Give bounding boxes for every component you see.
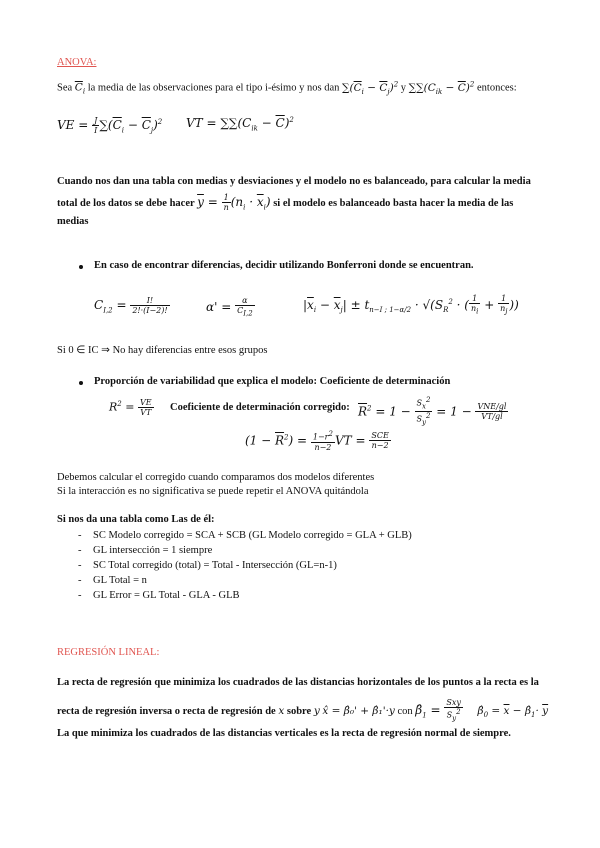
mean-symbol: $\overline{C}$ [74,81,83,94]
table-item: SC Total corregido (total) = Total - Intersección (GL=n-1) [93,560,337,571]
inverse-regression-formula: x̂ = β̂₀' + β̂₁'·y [322,705,395,718]
table-item-dash: - [78,590,82,601]
table-means-line3: medias [57,216,89,227]
ve-formula: VE = $\frac{J}{I}$ $\sum(\overline{C}_i - \overline{C}_j)^2$ [57,116,163,135]
r2-formula: $R^2$ = $\frac{VE}{VT}$ [109,398,152,417]
table-item: GL Error = GL Total - GLA - GLB [93,590,240,601]
r2-bullet: Proporción de variabilidad que explica el modelo: Coeficiente de determinación [94,376,451,387]
sum-means-formula: $\sum(\overline{C}_i - \overline{C}_j)^2$ [341,80,399,96]
var-y: y [313,705,320,718]
r2-third-formula: $(1 - \overline{R}^2)$ = $\frac{1-r^2}{n-2}$ VT = $\frac{\text{SCE}}{n-2}$ [245,430,389,452]
bullet-dot [79,265,83,269]
intro-desc: la media de las observaciones para el tipo i-ésimo y nos dan [87,82,340,94]
anova-title: ANOVA: [57,57,97,68]
table-item-dash: - [78,575,82,586]
bonferroni-c-formula: $C_{I,2}$ = $\frac{I!}{2!\cdot(I-2)!}$ [94,296,168,315]
var-x: x [278,705,285,718]
regression-line2 [57,698,548,723]
intro-y: y [400,82,407,94]
table-item-dash: - [78,530,82,541]
regression-line2a: recta de regresión inversa o recta de regresión de [57,706,276,718]
regression-line2b: sobre [286,706,312,718]
table-heading: Si nos da una tabla como Las de él: [57,514,215,525]
double-sum-formula: $\sum\sum(C_{ik} - \overline{C})^2$ [408,80,475,96]
table-item: GL Total = n [93,575,147,586]
regression-line2c: con [397,706,413,718]
regression-line1: La recta de regresión que minimiza los cuadrados de las distancias horizontales de los puntos a la recta es la [57,677,539,688]
table-means-line2a: total de los datos se debe hacer [57,198,195,209]
bonferroni-bullet: En caso de encontrar diferencias, decidir utilizando Bonferroni donde se encuentran. [94,260,474,271]
vt-formula: VT = $\sum\sum(C_{ik} - \overline{C})^2$ [186,116,294,133]
table-means-line2 [57,193,513,212]
ic-note: Si 0 ∈ IC ⇒ No hay diferencias entre esos grupos [57,345,268,356]
anova-intro-line: Sea $\overline{C}_i$ la media de las observaciones para el tipo i-ésimo y nos dan $\sum(\overline{C}_i - \overline{C}_j)^2$ y $\sum\sum(C_{ik} - \overline{C})^2$ entonces: [57,80,517,96]
regression-title: REGRESIÓN LINEAL: [57,647,160,658]
r2-adj-label: Coeficiente de determinación corregido: [170,402,350,413]
table-item: SC Modelo corregido = SCA + SCB (GL Modelo corregido = GLA + GLB) [93,530,412,541]
bonferroni-interval-formula: $|\overline{x}_i - \overline{x}_j| \pm t_{n-I ; 1-\alpha/2} \cdot √(S_R^2$ · ( $\frac{1}{n_i}$ + $\frac{1}{n_j}$ )) [303,294,519,316]
table-means-line2b: si el modelo es balanceado basta hacer la media de las [273,198,514,209]
regression-line3: La que minimiza los cuadrados de las distancias verticales es la recta de regresión normal de siempre. [57,728,511,739]
table-item-dash: - [78,545,82,556]
table-item-dash: - [78,560,82,571]
beta1-formula: $\betâ_1$ = $\frac{\text{Sxy}}{S_y^2}$ [415,698,461,723]
table-item: GL intersección = 1 siempre [93,545,213,556]
intro-entonces: entonces: [477,82,517,94]
table-means-line1: Cuando nos dan una tabla con medias y desviaciones y el modelo no es balanceado, para calcular la media [57,176,531,187]
intro-sea: Sea [57,82,73,94]
beta0-formula: $\betâ_0 = \overline{x}$ − $\betâ_1\cdot \overline{y}$ [477,705,549,720]
bullet-dot [79,381,83,385]
corrected-note2: Si la interacción es no significativa se puede repetir el ANOVA quitándola [57,486,369,497]
bonferroni-alpha-formula: α' = $\frac{\alpha}{C_{I,2}}$ [206,296,253,318]
corrected-note1: Debemos calcular el corregido cuando comparamos dos modelos diferentes [57,472,375,483]
r2-adj-formula: $\overline{R}^2 = 1$ − $\frac{S_x^2}{S_y^2}$ = 1 − $\frac{\text{VNE/gl}}{VT/gl}$ [358,396,507,427]
weighted-mean-formula: $\overline{y}$ = $\frac{1}{n}$ $(n_i \cdot \overline{x}_i)$ [197,193,271,212]
